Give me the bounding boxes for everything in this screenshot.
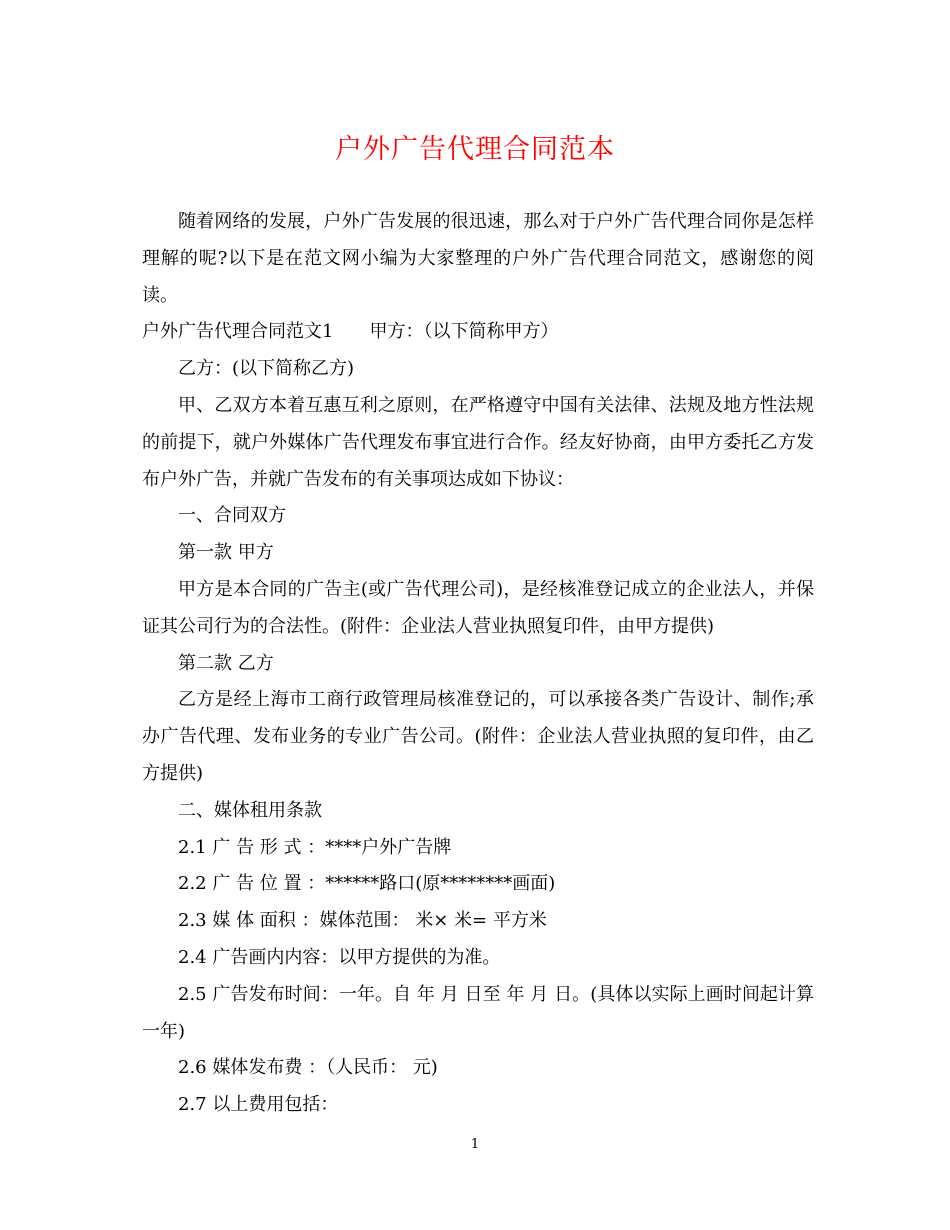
item-2-2: 2.2 广 告 位 置 ：******路口(原********画面) (178, 873, 556, 895)
clause-text-party-a: 甲方是本合同的广告主(或广告代理公司)，是经核准登记成立的企业法人，并保证其公司行为的合法性。(附件：企业法人营业执照复印件，由甲方提供) (142, 578, 814, 637)
item-2-5: 2.5 广告发布时间：一年。自 年 月 日至 年 月 日。(具体以实际上画时间起计算一年) (142, 983, 814, 1042)
section-heading-parties: 一、合同双方 (178, 505, 286, 527)
item-2-6: 2.6 媒体发布费 ：（人民币： 元) (178, 1057, 438, 1079)
party-b-line: 乙方：(以下简称乙方) (178, 358, 355, 380)
item-2-1: 2.1 广 告 形 式 ：****户外广告牌 (178, 836, 452, 858)
intro-paragraph: 随着网络的发展，户外广告发展的很迅速，那么对于户外广告代理合同你是怎样理解的呢?以下是在范文网小编为大家整理的户外广告代理合同范文，感谢您的阅读。 (142, 211, 814, 306)
item-2-4: 2.4 广告画内内容：以甲方提供的为准。 (178, 946, 501, 968)
document-body (142, 204, 814, 1124)
clause-heading-party-b: 第二款 乙方 (178, 652, 274, 674)
clause-text-party-b: 乙方是经上海市工商行政管理局核准登记的，可以承接各类广告设计、制作;承办广告代理、发布业务的专业广告公司。(附件：企业法人营业执照的复印件，由乙方提供) (142, 689, 814, 784)
item-2-3: 2.3 媒 体 面积 ：媒体范围： 米× 米= 平方米 (178, 910, 547, 932)
preamble-paragraph: 甲、乙双方本着互惠互利之原则，在严格遵守中国有关法律、法规及地方性法规的前提下，就户外媒体广告代理发布事宜进行合作。经友好协商，由甲方委托乙方发布户外广告，并就广告发布的有关事项达成如下协议： (142, 394, 814, 490)
document-title: 户外广告代理合同范本 (335, 134, 615, 165)
party-a-line: 甲方：（以下简称甲方） (369, 321, 559, 343)
sample-line (142, 314, 814, 351)
page-number: 1 (470, 1137, 480, 1152)
clause-heading-party-a: 第一款 甲方 (178, 542, 274, 564)
item-2-7: 2.7 以上费用包括： (178, 1094, 339, 1116)
sample-label: 户外广告代理合同范文1 (142, 321, 334, 343)
section-heading-media-lease: 二、媒体租用条款 (178, 799, 322, 821)
